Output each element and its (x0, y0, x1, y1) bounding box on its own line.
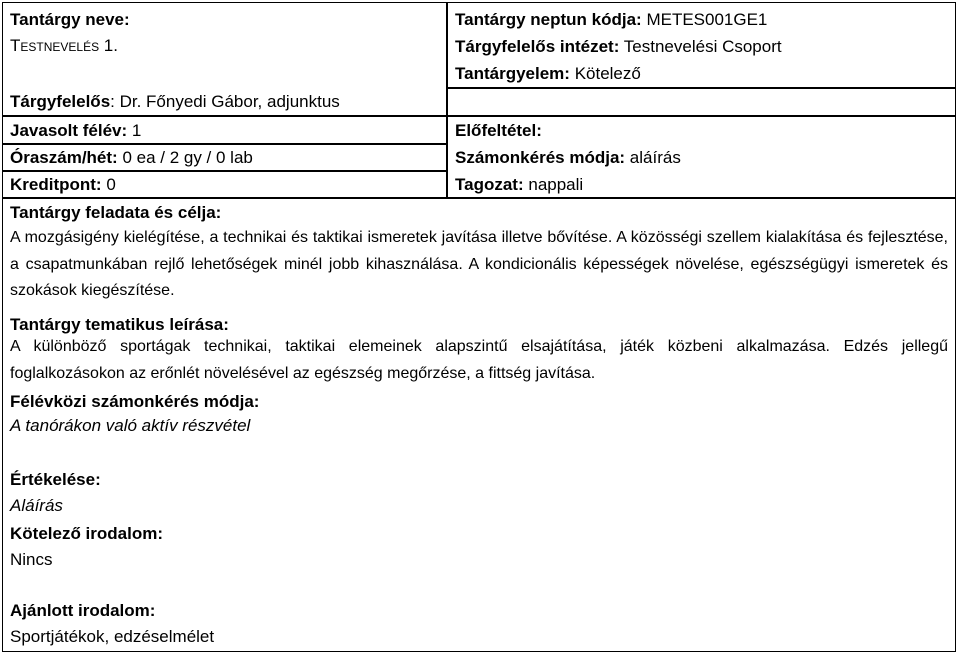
semester-value: 1 (131, 121, 142, 140)
responsible-row (10, 92, 340, 112)
course-name-value: Testnevelés 1. (10, 36, 118, 55)
course-name-label: Tantárgy neve: (10, 10, 130, 29)
prereq-row (455, 121, 542, 141)
track-label: Tagozat: (455, 175, 524, 194)
recommended-literature-text: Sportjátékok, edzéselmélet (10, 627, 215, 646)
rule-responsible (2, 115, 956, 117)
rule-left-2 (2, 170, 448, 172)
prereq-label: Előfeltétel: (455, 121, 542, 140)
exam-row (455, 148, 681, 168)
eval-text: Aláírás (10, 496, 63, 515)
midterm-text: A tanórákon való aktív részvétel (10, 416, 251, 435)
rule-top-block (446, 87, 956, 89)
rule-vertical-top (446, 2, 448, 116)
required-literature-label: Kötelező irodalom: (10, 524, 164, 543)
institute-label: Tárgyfelelős intézet: (455, 37, 620, 56)
topic-text: A különböző sportágak technikai, taktikai elemeinek alapszintű elsajátítása, játék közbeni alkalmazása. Edzés jellegű foglalkozásokon az erőnlét növelésével az egészség megőrzése, a fittség javítása. (10, 338, 948, 382)
credit-row (10, 175, 116, 195)
element-value: Kötelező (574, 64, 641, 83)
eval-label: Értékelése: (10, 470, 101, 489)
goal-label: Tantárgy feladata és célja: (10, 203, 222, 222)
semester-row (10, 121, 141, 141)
rule-vertical-info (446, 115, 448, 198)
credit-value: 0 (106, 175, 116, 194)
exam-value: aláírás (629, 148, 681, 167)
track-value: nappali (528, 175, 584, 194)
neptun-code-row (455, 10, 767, 30)
midterm-label: Félévközi számonkérés módja: (10, 392, 260, 411)
hours-label: Óraszám/hét: (10, 148, 118, 167)
topic-label: Tantárgy tematikus leírása: (10, 315, 229, 334)
recommended-literature-label: Ajánlott irodalom: (10, 601, 156, 620)
required-literature-text: Nincs (10, 550, 53, 569)
credit-label: Kreditpont: (10, 175, 102, 194)
institute-row (455, 37, 782, 57)
semester-label: Javasolt félév: (10, 121, 128, 140)
element-label: Tantárgyelem: (455, 64, 570, 83)
neptun-code-label: Tantárgy neptun kódja: (455, 10, 642, 29)
neptun-code-value: METES001GE1 (646, 10, 768, 29)
goal-text: A mozgásigény kielégítése, a technikai és taktikai ismeretek javítása illetve bővítése. A közösségi szellem kialakítása és fejlesztése, a csapatmunkában rejlő lehetőségek minél jobb kihasználása. A kondicionális képességek növelése, egészségügyi ismeretek és szokások kiegészítése. (10, 229, 948, 299)
institute-value: Testnevelési Csoport (623, 37, 782, 56)
exam-label: Számonkérés módja: (455, 148, 626, 167)
track-row (455, 175, 583, 195)
hours-value: 0 ea / 2 gy / 0 lab (122, 148, 253, 167)
element-row (455, 64, 641, 84)
rule-left-1 (2, 143, 448, 145)
responsible-label: Tárgyfelelős (10, 92, 111, 111)
rule-info-bottom (2, 197, 956, 199)
hours-row (10, 148, 253, 168)
responsible-value: : Dr. Főnyedi Gábor, adjunktus (110, 92, 340, 111)
